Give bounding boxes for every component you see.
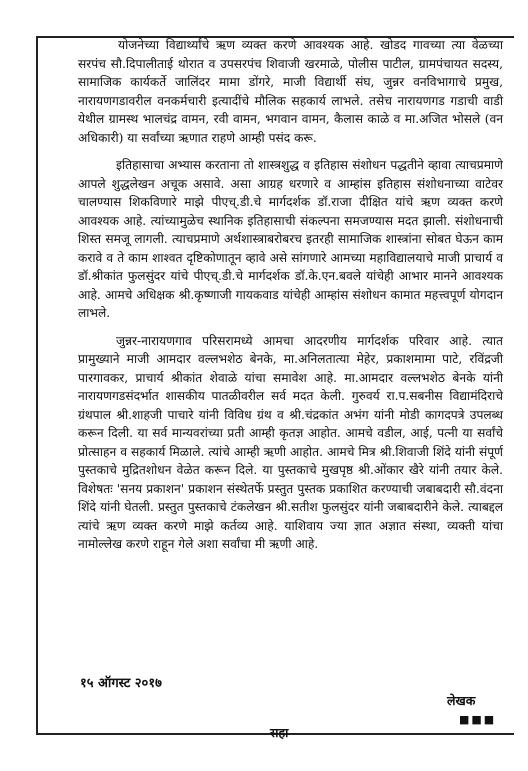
date-line: १५ ऑगस्ट २०१७ (80, 676, 162, 691)
author-signature: लेखक (447, 693, 476, 708)
paragraph-1: योजनेच्या विद्यार्थ्यांचे ऋण व्यक्त करणे आवश्यक आहे. खोडद गावच्या त्या वेळच्या सरपंच सौ.दिपालीताई थोरात व उपसरपंच शिवाजी खरमाळे, पोलीस पाटील, ग्रामपंचायत सदस्य, सामाजिक कार्यकर्ते जालिंदर मामा डोंगरे, माजी विद्यार्थी संघ, जुन्नर वनविभागाचे प्रमुख, नारायणगडावरील वनकर्मचारी इत्यादींचे मौलिक सहकार्य लाभले. तसेच नारायणगड गडाची वाडी येथील ग्रामस्थ भालचंद्र वामन, रवी वामन, भगवान वामन, कैलास काळे व मा.अजित भोसले (वन अधिकारी) या सर्वांच्या ऋणात राहणे आम्ही पसंद करू. (78, 38, 503, 145)
page-number: सहा (270, 725, 289, 740)
ornament-squares: ■■■ (459, 713, 497, 726)
left-border (36, 36, 38, 734)
paragraph-2: इतिहासाचा अभ्यास करताना तो शास्त्रशुद्ध व इतिहास संशोधन पद्धतीने व्हावा त्याचप्रमाणे आपले शुद्धलेखन अचूक असावे. असा आग्रह धरणारे व आम्हांस इतिहास संशोधनाच्या वाटेवर चालण्यास शिकविणारे माझे पीएच्.डी.चे मार्गदर्शक डॉ.राजा दीक्षित यांचे ऋण व्यक्त करणे आवश्यक आहे. त्यांच्यामुळेच स्थानिक इतिहासाची संकल्पना समजण्यास मदत झाली. संशोधनाची शिस्त समजू लागली. त्याचप्रमाणे अर्थशास्त्राबरोबरच इतरही सामाजिक शास्त्रांना सोबत घेऊन काम करावे व ते काम शाश्वत दृष्टिकोणातून व्हावे असे सांगणारे आमच्या महाविद्यालयाचे माजी प्राचार्य व डॉ.श्रीकांत फुलसुंदर यांचे पीएच्.डी.चे मार्गदर्शक डॉ.के.एन.बवले यांचेही आभार मानने आवश्यक आहे. आमचे अधिक्षक श्री.कृष्णाजी गायकवाड यांचेही आम्हांस संशोधन कामात महत्त्वपूर्ण योगदान लाभले. (78, 158, 503, 320)
paragraph-3: जुन्नर-नारायणगाव परिसरामध्ये आमचा आदरणीय मार्गदर्शक परिवार आहे. त्यात प्रामुख्याने माजी आमदार वल्लभशेठ बेनके, मा.अनिलतात्या मेहेर, प्रकाशमामा पाटे, रविंद्रजी पारगावकर, प्राचार्य श्रीकांत शेवाळे यांचा समावेश आहे. मा.आमदार वल्लभशेठ बेनके यांनी नारायणगडसंदर्भात शासकीय पातळीवरील सर्व मदत केली. गुरुवर्य रा.प.सबनीस विद्यामंदिराचे ग्रंथपाल श्री.शाहजी पाचारे यांनी विविध ग्रंथ व श्री.चंद्रकांत अभंग यांनी मोडी कागदपत्रे उपलब्ध करून दिली. या सर्व मान्यवरांच्या प्रती आम्ही कृतज्ञ आहोत. आमचे वडील, आई, पत्नी या सर्वांचे प्रोत्साहन व सहकार्य मिळाले. त्यांचे आम्ही ऋणी आहोत. आमचे मित्र श्री.शिवाजी शिंदे यांनी संपूर्ण पुस्तकाचे मुद्रितशोधन वेळेत करून दिले. या पुस्तकाचे मुखपृष्ठ श्री.ओंकार खैरे यांनी तयार केले. विशेषतः 'सनय प्रकाशन' प्रकाशन संस्थेतर्फे प्रस्तुत पुस्तक प्रकाशित करण्याची जबाबदारी सौ.वंदना शिंदे यांनी घेतली. प्रस्तुत पुस्तकाचे टंकलेखन श्री.सतीश फुलसुंदर यांनी जबाबदारीने केले. त्याबद्दल त्यांचे ऋण व्यक्त करणे माझे कर्तव्य आहे. याशिवाय ज्या ज्ञात अज्ञात संस्था, व्यक्ती यांचा नामोल्लेख करणे राहून गेले अशा सर्वांचा मी ऋणी आहे. (78, 333, 503, 551)
page-body (78, 36, 503, 554)
